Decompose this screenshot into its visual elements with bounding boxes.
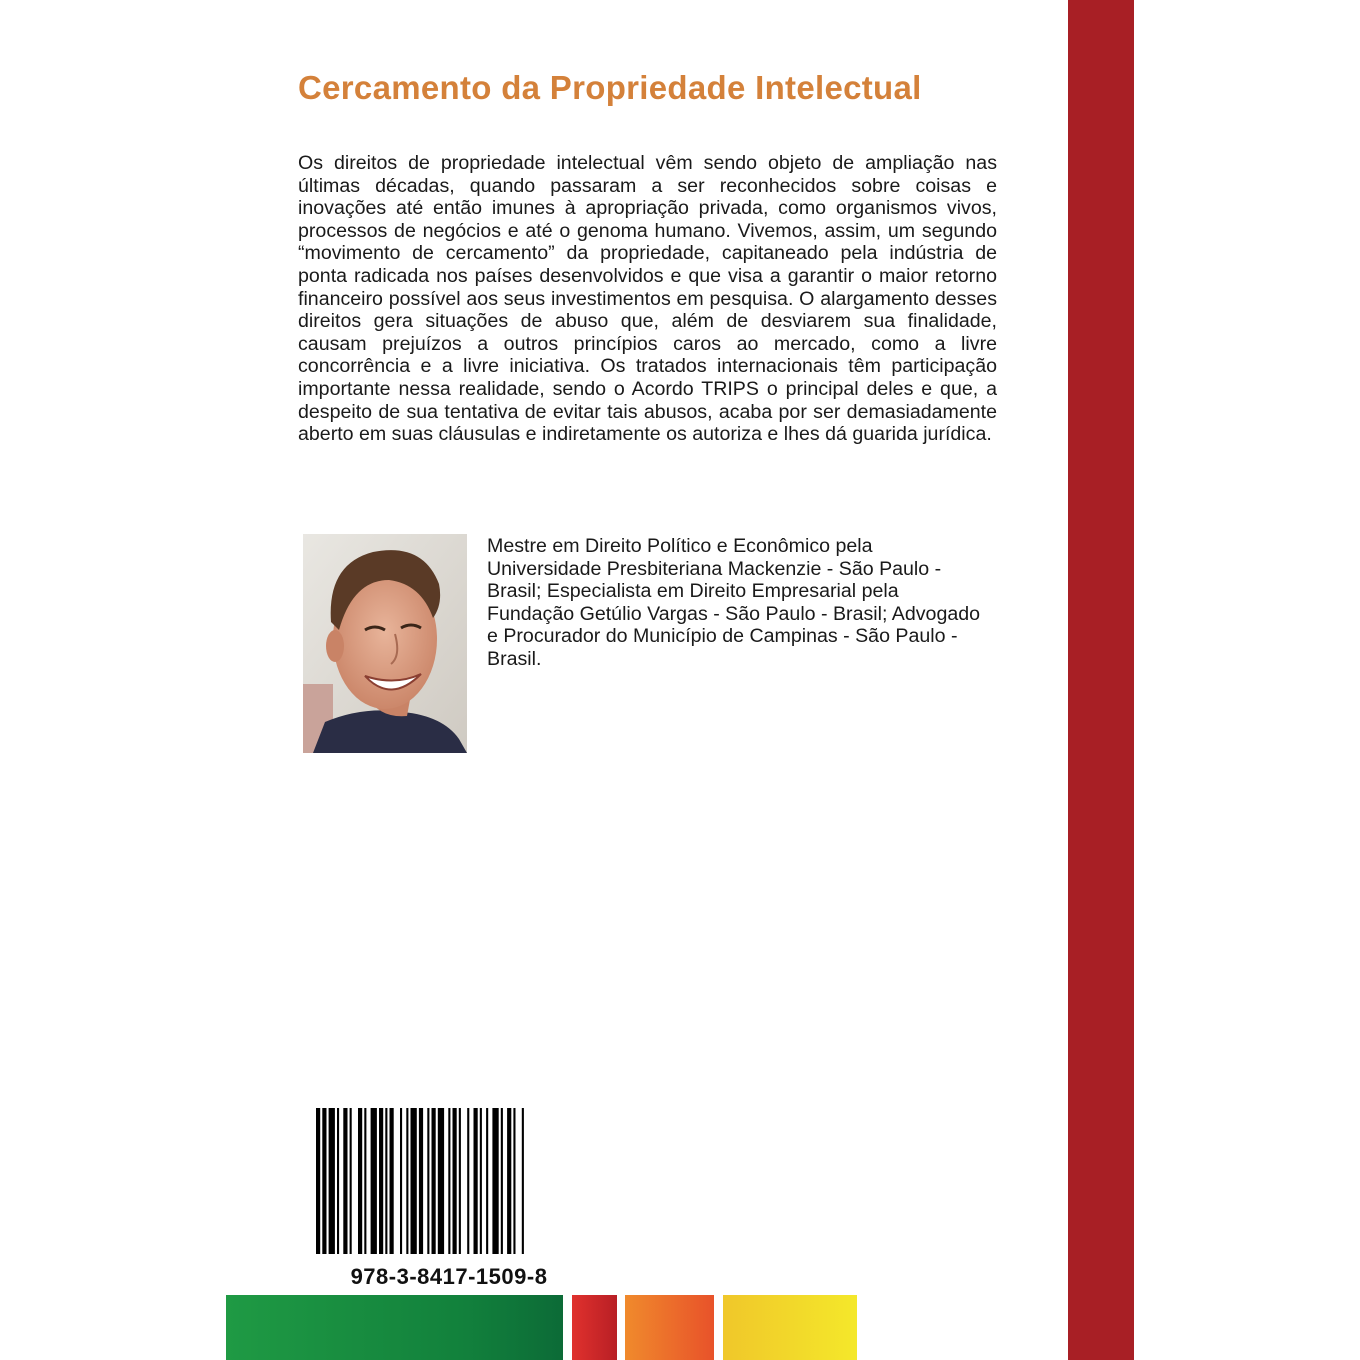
- barcode-bar: [507, 1108, 511, 1254]
- barcode-bar: [459, 1108, 461, 1254]
- barcode-bar: [453, 1108, 457, 1254]
- barcode: [316, 1108, 582, 1254]
- barcode-bar: [400, 1108, 402, 1254]
- barcode-bar: [432, 1108, 436, 1254]
- red-spine-band: [1068, 0, 1134, 1360]
- barcode-bar: [364, 1108, 366, 1254]
- barcode-bar: [448, 1108, 450, 1254]
- barcode-bar: [371, 1108, 377, 1254]
- author-bio: Mestre em Direito Político e Econômico pela Universidade Presbiteriana Mackenzie - São Paulo - Brasil; Especialista em Direito Empresarial pela Fundação Getúlio Vargas - São Paulo - Brasil; Advogado e Procurador do Município de Campinas - São Paulo - Brasil.: [487, 535, 981, 670]
- barcode-bar: [406, 1108, 408, 1254]
- color-bar-red: [572, 1295, 617, 1360]
- color-bar-green: [226, 1295, 563, 1360]
- barcode-bar: [329, 1108, 335, 1254]
- color-bar-orange: [625, 1295, 714, 1360]
- color-bar-yellow: [723, 1295, 857, 1360]
- barcode-bar: [513, 1108, 515, 1254]
- barcode-bar: [379, 1108, 383, 1254]
- barcode-bar: [427, 1108, 429, 1254]
- isbn-number: 978-3-8417-1509-8: [350, 1264, 548, 1289]
- barcode-bar: [316, 1108, 320, 1254]
- author-photo: [303, 534, 467, 753]
- barcode-bar: [474, 1108, 478, 1254]
- barcode-bar: [358, 1108, 362, 1254]
- barcode-bar: [322, 1108, 326, 1254]
- barcode-bar: [492, 1108, 498, 1254]
- barcode-bar: [385, 1108, 387, 1254]
- book-title: Cercamento da Propriedade Intelectual: [298, 69, 922, 106]
- barcode-bar: [411, 1108, 417, 1254]
- book-blurb: Os direitos de propriedade intelectual vêm sendo objeto de ampliação nas últimas décadas, quando passaram a ser reconhecidos sobre coisas e inovações até então imunes à apropriação privada, como organismos vivos, processos de negócios e até o genoma humano. Vivemos, assim, um segundo “movimento de cercamento” da propriedade, capitaneado pela indústria de ponta radicada nos países desenvolvidos e que visa a garantir o maior retorno financeiro possível aos seus investimentos em pesquisa. O alargamento desses direitos gera situações de abuso que, além de desviarem sua finalidade, causam prejuízos a outros princípios caros ao mercado, como a livre concorrência e a livre iniciativa. Os tratados internacionais têm participação importante nessa realidade, sendo o Acordo TRIPS o principal deles e que, a despeito de sua tentativa de evitar tais abusos, acaba por ser demasiadamente aberto em suas cláusulas e indiretamente os autoriza e lhes dá guarida jurídica.: [298, 152, 997, 446]
- barcode-bar: [350, 1108, 352, 1254]
- barcode-bar: [343, 1108, 347, 1254]
- barcode-bar: [419, 1108, 423, 1254]
- barcode-bar: [486, 1108, 488, 1254]
- barcode-bar: [337, 1108, 339, 1254]
- barcode-bar: [438, 1108, 444, 1254]
- barcode-bar: [480, 1108, 482, 1254]
- barcode-bar: [390, 1108, 394, 1254]
- barcode-bar: [467, 1108, 469, 1254]
- barcode-bar: [522, 1108, 524, 1254]
- barcode-bar: [501, 1108, 503, 1254]
